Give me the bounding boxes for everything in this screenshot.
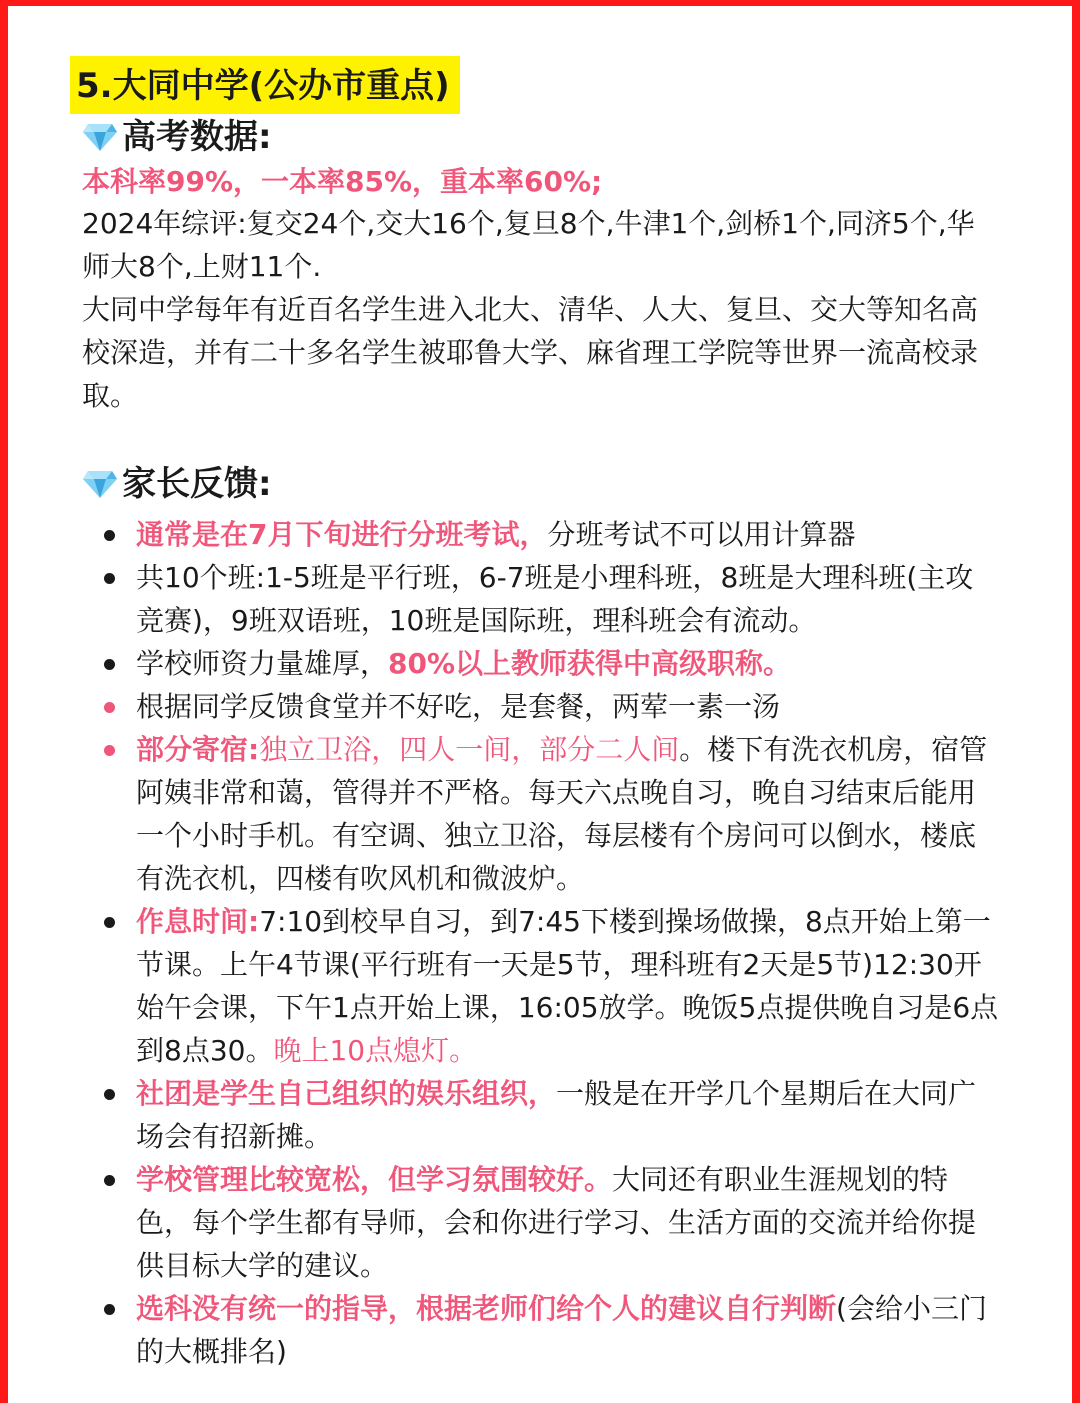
feedback-list [82,513,1000,1373]
list-item [82,685,1000,728]
item-text: 7:10到校早自习，到7:45下楼到操场做操，8点开始上第一节课。上午4节课(平行班有一天是5节，理科班有2天是5节)12:30开始午会课，下午1点开始上课，16:05放学。晚饭5点提供晚自习是6点到8点30。 [136,905,999,1067]
section-heading-gaokao [82,114,1000,160]
article [76,56,1000,1373]
bullet-icon [104,917,115,928]
comprehensive-eval-text: 2024年综评:复交24个,交大16个,复旦8个,牛津1个,剑桥1个,同济5个,华师大8个,上财11个. [82,207,975,283]
page-title: 5.大同中学(公办市重点) [70,56,460,114]
diamond-icon [82,122,118,152]
item-highlight: 作息时间: [136,905,260,938]
bullet-icon [104,702,115,713]
list-item [82,900,1000,1072]
bullet-icon [104,1304,115,1315]
item-text: (会给小三门的大概排名) [136,1292,987,1368]
list-item [82,1072,1000,1158]
item-accent: 晚上10点熄灯。 [273,1034,478,1067]
bullet-icon [104,659,115,670]
section-heading-label: 高考数据: [122,117,272,157]
section-heading-label: 家长反馈: [122,464,272,504]
list-item [82,556,1000,642]
bullet-icon [104,573,115,584]
list-item [82,513,1000,556]
list-item [82,642,1000,685]
item-highlight: 社团是学生自己组织的娱乐组织， [136,1077,557,1110]
item-text: 共10个班:1-5班是平行班，6-7班是小理科班，8班是大理科班(主攻竞赛)，9班双语班，10班是国际班，理科班会有流动。 [136,561,974,637]
item-text: 学校师资力量雄厚， [136,647,389,680]
item-text: 根据同学反馈食堂并不好吃，是套餐，两荤一素一汤 [136,690,781,723]
item-text: 分班考试不可以用计算器 [547,518,856,551]
list-item [82,1158,1000,1287]
list-item [82,728,1000,900]
item-text: 。楼下有洗衣机房，宿管阿姨非常和蔼，管得并不严格。每天六点晚自习，晚自习结束后能用一个小时手机。有空调、独立卫浴，每层楼有个房问可以倒水，楼底有洗衣机，四楼有吹风机和微波炉。 [136,733,988,895]
item-highlight: 通常是在7月下旬进行分班考试， [136,518,548,551]
bullet-icon [104,1089,115,1100]
item-highlight: 选科没有统一的指导，根据老师们给个人的建议自行判断 [136,1292,837,1325]
bullet-icon [104,1175,115,1186]
enrollment-rates: 本科率99%，一本率85%，重本率60%; [82,165,603,198]
diamond-icon [82,469,118,499]
admission-summary-text: 大同中学每年有近百名学生进入北大、清华、人大、复旦、交大等知名高校深造，并有二十多名学生被耶鲁大学、麻省理工学院等世界一流高校录取。 [82,293,979,412]
list-item [82,1287,1000,1373]
item-text: 大同还有职业生涯规划的特色，每个学生都有导师，会和你进行学习、生活方面的交流并给你提供目标大学的建议。 [136,1163,977,1282]
item-text: 一般是在开学几个星期后在大同广场会有招新摊。 [136,1077,977,1153]
item-accent: 独立卫浴，四人一间，部分二人间 [259,733,680,766]
section-heading-feedback [82,461,1000,507]
bullet-icon [104,530,115,541]
item-highlight: 学校管理比较宽松，但学习氛围较好。 [136,1163,613,1196]
item-highlight: 部分寄宿: [136,733,260,766]
bullet-icon [104,745,115,756]
item-highlight: 80%以上教师获得中高级职称。 [388,647,792,680]
